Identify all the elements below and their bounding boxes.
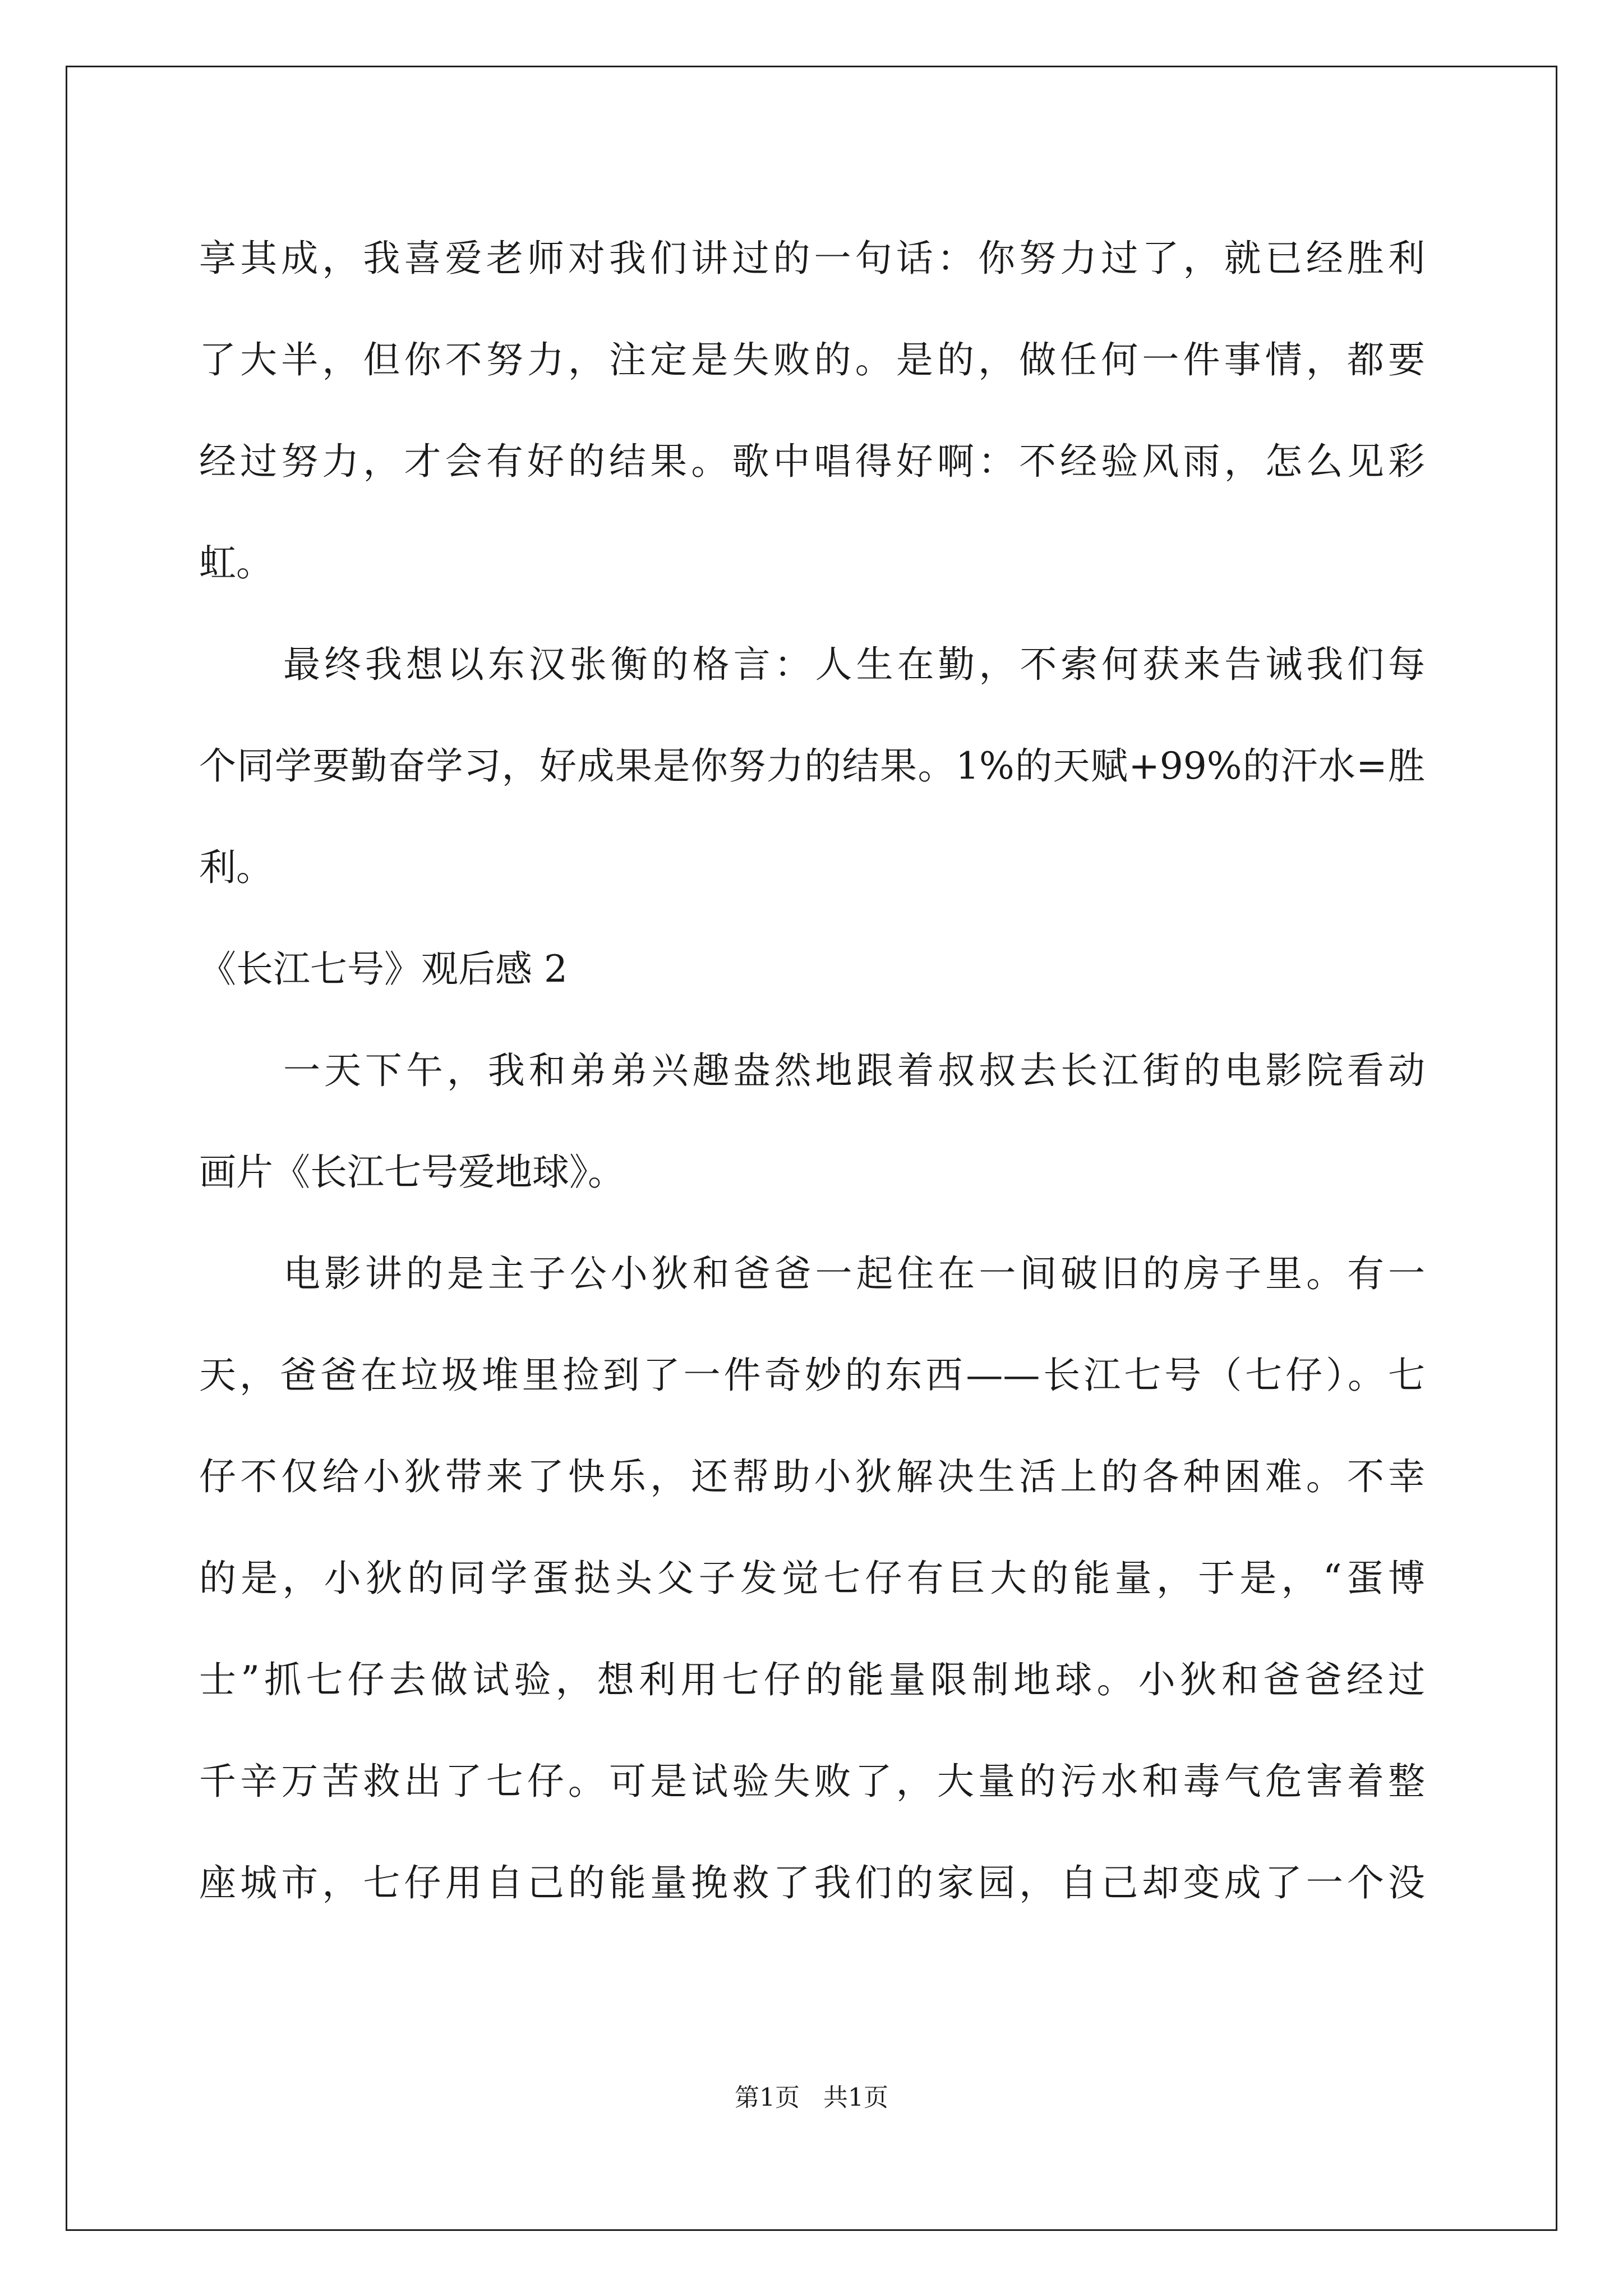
text-line: 了大半，但你不努力，注定是失败的。是的，做任何一件事情，都要	[199, 338, 1425, 381]
text-line: 利。	[199, 846, 273, 889]
text-line: 天，爸爸在垃圾堆里捡到了一件奇妙的东西——长江七号（七仔）。七	[199, 1354, 1425, 1397]
text-line: 仔不仅给小狄带来了快乐，还帮助小狄解决生活上的各种困难。不幸	[199, 1455, 1425, 1498]
text-line: 士”抓七仔去做试验，想利用七仔的能量限制地球。小狄和爸爸经过	[199, 1658, 1425, 1701]
text-line: 享其成，我喜爱老师对我们讲过的一句话：你努力过了，就已经胜利	[199, 237, 1425, 280]
text-line: 电影讲的是主子公小狄和爸爸一起住在一间破旧的房子里。有一	[283, 1252, 1425, 1295]
text-line: 经过努力，才会有好的结果。歌中唱得好啊：不经验风雨，怎么见彩	[199, 440, 1425, 483]
text-line: 画片《长江七号爱地球》。	[199, 1151, 625, 1194]
page-footer	[0, 2081, 1623, 2115]
text-line: 座城市，七仔用自己的能量挽救了我们的家园，自己却变成了一个没	[199, 1861, 1425, 1904]
document-body	[199, 208, 1425, 1934]
text-line: 最终我想以东汉张衡的格言：人生在勤，不索何获来告诫我们每	[283, 643, 1425, 686]
text-line: 《长江七号》观后感 2	[199, 947, 568, 991]
text-line: 虹。	[199, 541, 273, 585]
page-number: 第1页	[735, 2083, 800, 2112]
page-total: 共1页	[823, 2083, 888, 2112]
text-line: 千辛万苦救出了七仔。可是试验失败了，大量的污水和毒气危害着整	[199, 1760, 1425, 1803]
text-line: 的是，小狄的同学蛋挞头父子发觉七仔有巨大的能量，于是，“蛋博	[199, 1557, 1425, 1600]
text-line: 个同学要勤奋学习，好成果是你努力的结果。1%的天赋+99%的汗水=胜	[199, 744, 1425, 788]
text-line: 一天下午，我和弟弟兴趣盎然地跟着叔叔去长江街的电影院看动	[283, 1049, 1425, 1092]
